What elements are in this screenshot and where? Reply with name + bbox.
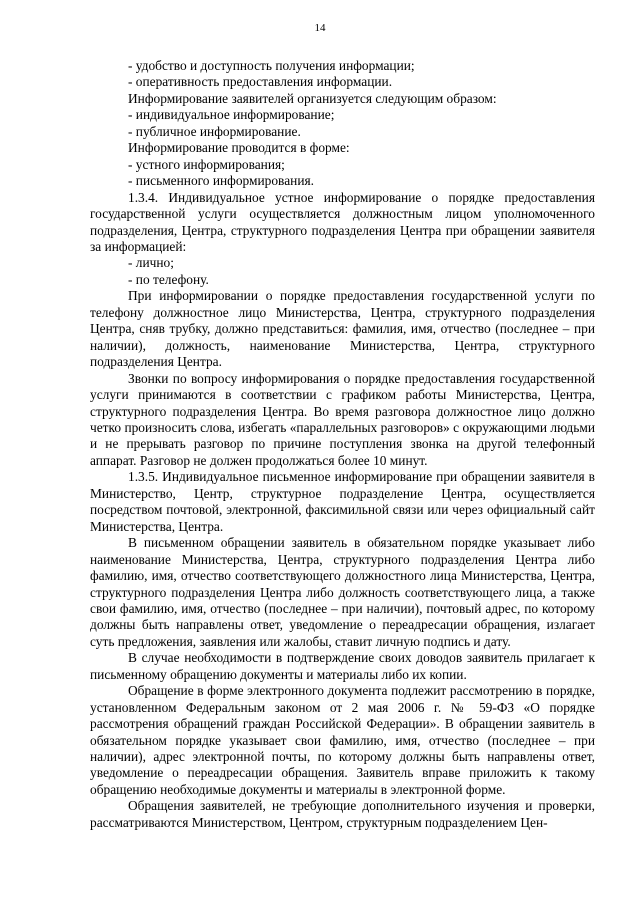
document-body: [90, 58, 595, 831]
paragraph-calls: Звонки по вопросу информирования о порядке предоставления государственной услуги принимаются в соответствии с графиком работы Министерства, Центра, структурного подразделения Центра. Во время разговора должностное лицо должно четко произносить слова, избегать «параллельных разговоров» с окружающими людьми и не прерывать разговор по причине поступления звонка на другой телефонный аппарат. Разговор не должен продолжаться более 10 минут.: [90, 370, 595, 468]
list-item-individual: - индивидуальное информирование;: [128, 107, 335, 123]
list-item-convenience: - удобство и доступность получения информации;: [128, 58, 415, 73]
paragraph-electronic: Обращение в форме электронного документа подлежит рассмотрению в порядке, установленном Федеральным законом от 2 мая 2006 г. № 59-ФЗ «О порядке рассмотрения обращений граждан Российской Федерации». В обращении заявитель в обязательном порядке указывает свои фамилию, имя, отчество (последнее – при наличии), адрес электронной почты, по которому должны быть направлены ответ, уведомление о переадресации обращения. Заявитель вправе приложить к такому обращению необходимые документы и материалы в электронной форме.: [90, 683, 595, 797]
list-item-written: - письменного информирования.: [128, 173, 314, 189]
list-item-promptness: - оперативность предоставления информации.: [128, 74, 393, 90]
paragraph-1-3-4: 1.3.4. Индивидуальное устное информирование о порядке предоставления государственной услуги осуществляется должностным лицом уполномоченного подразделения, Центра, структурного подразделения Центра при обращении заявителя за информацией:: [90, 189, 595, 254]
paragraph-phone-info: При информировании о порядке предоставления государственной услуги по телефону должностное лицо Министерства, Центра, структурного подразделения Центра, сняв трубку, должно представиться: фамилия, имя, отчество (последнее – при наличии), должность, наименование Министерства, Центра, структурного подразделения Центра.: [90, 288, 595, 370]
paragraph-review: Обращения заявителей, не требующие дополнительного изучения и проверки, рассматриваются Министерством, Центром, структурным подразделением Цен-: [90, 798, 595, 830]
list-item-in-person: - лично;: [128, 255, 174, 271]
paragraph-organization: Информирование заявителей организуется следующим образом:: [128, 90, 497, 106]
paragraph-written-request: В письменном обращении заявитель в обязательном порядке указывает либо наименование Министерства, Центра, структурного подразделения Центра либо фамилию, имя, отчество соответствующего должностного лица Министерства, Центра, структурного подразделения Центра либо должность соответствующего лица, а также свои фамилию, имя, отчество (последнее – при наличии), почтовый адрес, по которому должны быть направлены ответ, уведомление о переадресации обращения, излагает суть предложения, заявления или жалобы, ставит личную подпись и дату.: [90, 535, 595, 649]
list-item-by-phone: - по телефону.: [128, 271, 209, 287]
list-item-oral: - устного информирования;: [128, 156, 285, 172]
list-item-public: - публичное информирование.: [128, 123, 301, 139]
paragraph-attachments: В случае необходимости в подтверждение своих доводов заявитель прилагает к письменному обращению документы и материалы либо их копии.: [90, 650, 595, 682]
paragraph-form: Информирование проводится в форме:: [128, 140, 350, 156]
paragraph-1-3-5: 1.3.5. Индивидуальное письменное информирование при обращении заявителя в Министерство, Центр, структурное подразделение Центра, осуществляется посредством почтовой, электронной, факсимильной связи или через официальный сайт Министерства, Центра.: [90, 469, 595, 534]
page-number: 14: [314, 22, 326, 34]
